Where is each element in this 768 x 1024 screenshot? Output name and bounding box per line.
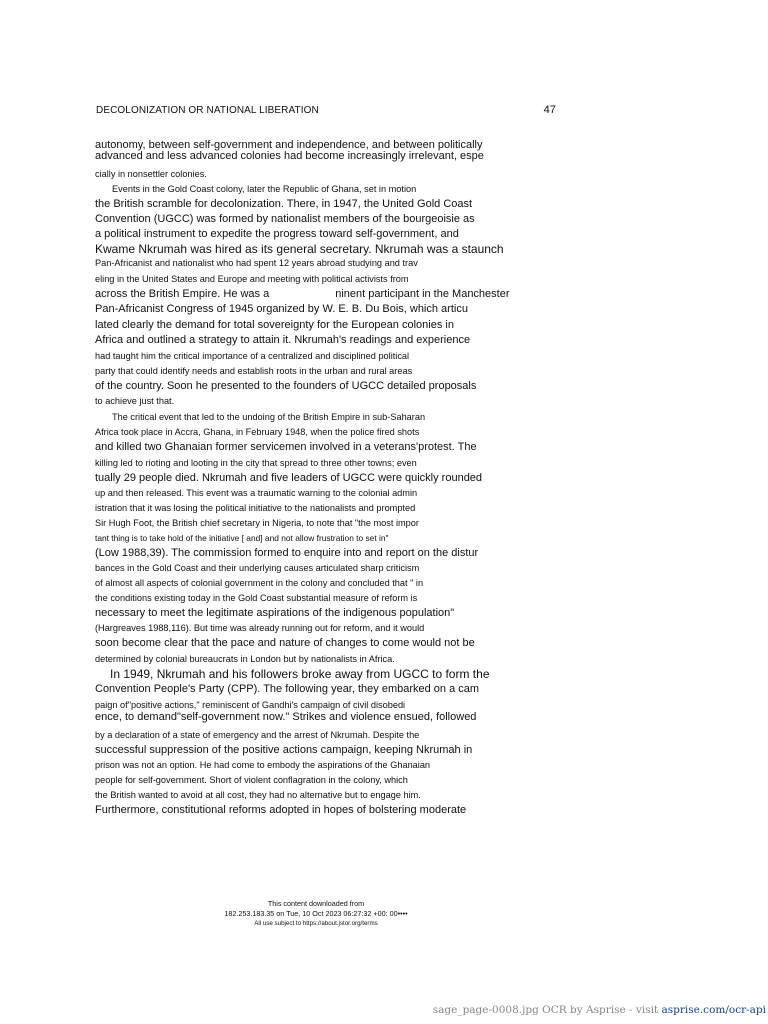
text-line: to achieve just that. xyxy=(95,396,175,406)
text-line: Convention People's Party (CPP). The following year, they embarked on a cam xyxy=(95,683,480,695)
text-line: Convention (UGCC) was formed by nationalist members of the bourgeoisie as xyxy=(95,213,475,225)
text-line: the British wanted to avoid at all cost, they had no alternative but to engage him. xyxy=(95,790,421,800)
text-line: of almost all aspects of colonial government in the colony and concluded that " in xyxy=(95,578,424,588)
download-notice xyxy=(200,898,432,930)
running-head xyxy=(96,104,560,116)
text-line: Pan-Africanist and nationalist who had spent 12 years abroad studying and trav xyxy=(95,258,418,268)
text-fragment: across the British Empire. He was a xyxy=(95,288,270,300)
text-line: up and then released. This event was a traumatic warning to the colonial admin xyxy=(95,488,418,498)
text-line: prison was not an option. He had come to embody the aspirations of the Ghanaian xyxy=(95,760,431,770)
text-line: tant thing is to take hold of the initiative [ and] and not allow frustration to set in" xyxy=(95,533,389,543)
text-line: eling in the United States and Europe and meeting with political activists from xyxy=(95,274,409,284)
text-line: lated clearly the demand for total sovereignty for the European colonies in xyxy=(95,319,454,331)
text-line: killing led to rioting and looting in the city that spread to three other towns; even xyxy=(95,458,417,468)
paragraph-start-line: The critical event that led to the undoing of the British Empire in sub-Saharan xyxy=(112,412,426,422)
body-text xyxy=(95,138,535,818)
text-line: necessary to meet the legitimate aspirations of the indigenous population" xyxy=(95,607,455,619)
download-notice-line: 182.253.183.35 on Tue, 10 Oct 2023 06:27:32 +00: 00•••• xyxy=(224,909,408,918)
text-line: by a declaration of a state of emergency and the arrest of Nkrumah. Despite the xyxy=(95,730,420,740)
text-line: bances in the Gold Coast and their underlying causes articulated sharp criticism xyxy=(95,563,420,573)
text-line: soon become clear that the pace and nature of changes to come would not be xyxy=(95,637,475,649)
text-line: a political instrument to expedite the progress toward self-government, and xyxy=(95,228,459,240)
running-title: DECOLONIZATION OR NATIONAL LIBERATION xyxy=(96,105,319,116)
text-line: (Hargreaves 1988,116). But time was already running out for reform, and it would xyxy=(95,623,425,633)
terms-notice-line: All use subject to https://about.jstor.org/terms xyxy=(254,920,378,927)
ocr-watermark xyxy=(433,1004,766,1016)
text-line: people for self-government. Short of violent conflagration in the colony, which xyxy=(95,775,408,785)
paragraph-start-line: In 1949, Nkrumah and his followers broke away from UGCC to form the xyxy=(110,667,490,681)
text-line: successful suppression of the positive actions campaign, keeping Nkrumah in xyxy=(95,744,473,756)
text-line: Africa took place in Accra, Ghana, in February 1948, when the police fired shots xyxy=(95,427,420,437)
text-line: paign of"positive actions," reminiscent of Gandhi's campaign of civil disobedi xyxy=(95,700,406,710)
ocr-watermark-text: sage_page-0008.jpg OCR by Asprise - visit xyxy=(432,1004,662,1016)
text-line: Africa and outlined a strategy to attain it. Nkrumah's readings and experience xyxy=(95,334,471,346)
text-line: the conditions existing today in the Gold Coast substantial measure of reform is xyxy=(95,593,418,603)
text-line: (Low 1988,39). The commission formed to enquire into and report on the distur xyxy=(95,547,479,559)
text-line-with-gap xyxy=(95,287,535,302)
text-line: advanced and less advanced colonies had become increasingly irrelevant, espe xyxy=(95,150,484,162)
text-line: autonomy, between self-government and independence, and between politically xyxy=(95,139,483,151)
ocr-watermark-link[interactable]: asprise.com/ocr-api xyxy=(661,1004,766,1016)
text-line: Kwame Nkrumah was hired as its general secretary. Nkrumah was a staunch xyxy=(95,242,504,256)
download-notice-line: This content downloaded from xyxy=(267,899,365,908)
text-line: the British scramble for decolonization. There, in 1947, the United Gold Coast xyxy=(95,198,473,210)
text-line: had taught him the critical importance of a centralized and disciplined political xyxy=(95,351,410,361)
text-line: Furthermore, constitutional reforms adopted in hopes of bolstering moderate xyxy=(95,804,467,816)
text-line: cially in nonsettler colonies. xyxy=(95,169,207,179)
text-line: determined by colonial bureaucrats in London but by nationalists in Africa. xyxy=(95,654,395,664)
text-line: Pan-Africanist Congress of 1945 organized by W. E. B. Du Bois, which articu xyxy=(95,303,468,315)
text-line: of the country. Soon he presented to the founders of UGCC detailed proposals xyxy=(95,380,477,392)
text-line: Sir Hugh Foot, the British chief secretary in Nigeria, to note that "the most impor xyxy=(95,518,419,528)
text-line: party that could identify needs and establish roots in the urban and rural areas xyxy=(95,366,413,376)
text-fragment: ninent participant in the Manchester xyxy=(335,288,510,300)
text-line: istration that it was losing the political initiative to the nationalists and prompted xyxy=(95,503,416,513)
text-line: ence, to demand"self-government now." Strikes and violence ensued, followed xyxy=(95,711,477,723)
text-line: tually 29 people died. Nkrumah and five leaders of UGCC were quickly rounded xyxy=(95,472,483,484)
text-line: and killed two Ghanaian former servicemen involved in a veterans'protest. The xyxy=(95,441,477,453)
paragraph-start-line: Events in the Gold Coast colony, later the Republic of Ghana, set in motion xyxy=(112,184,417,194)
page-number: 47 xyxy=(543,104,556,116)
